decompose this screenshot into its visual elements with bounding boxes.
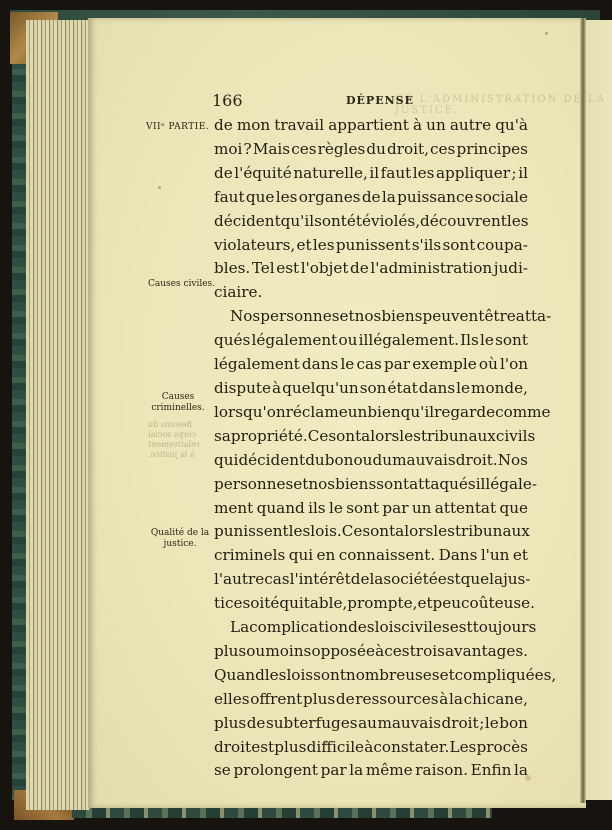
text-line: criminels qui en connaissent. Dans l'un et (214, 546, 528, 565)
side-note-causes-criminelles: Causes criminelles. (151, 392, 205, 413)
faint-side-note: Besoins du corps social relativement à la justice. (148, 420, 200, 459)
side-note-causes-civiles: Causes civiles. (148, 279, 216, 289)
text-line: se prolongent par la même raison. Enfin la (214, 761, 528, 780)
text-line: qués légalement ou illégalement. Ils le sont (214, 331, 528, 350)
text-line: droit est plus difficile à constater. Les procès (214, 737, 528, 756)
page-gutter (580, 18, 586, 803)
text-line: de l'équité naturelle, il faut les appliquer ; il (214, 163, 528, 182)
text-line: violateurs, et les punissent s'ils sont coupa- (214, 235, 528, 254)
paper-speck (545, 32, 548, 35)
text-line: dispute à quelqu'un son état dans le monde, (214, 378, 528, 397)
text-line: punissent les lois. Ce sont alors les tribunaux (214, 522, 530, 541)
text-line: La complication des lois civiles est toujours (230, 618, 537, 637)
page-stack-edges (26, 20, 90, 810)
facing-page-edge (586, 20, 612, 800)
body-text (214, 114, 557, 783)
text-line: légalement dans le cas par exemple où l'on (214, 355, 528, 374)
text-line: qui décident du bon ou du mauvais droit. Nos (214, 450, 528, 469)
text-line: plus ou moins opposée à ces trois avantages. (214, 641, 528, 660)
text-line: plus de subterfuges au mauvais droit ; le bon (214, 713, 528, 732)
text-line: décident qu'ils ont été violés, découvrent les (214, 211, 529, 230)
running-head: DÉPENSE (346, 94, 414, 107)
text-line: ciaire. (214, 283, 263, 302)
text-line: elles offrent plus de ressources à la chicane, (214, 689, 528, 708)
text-line: personnes et nos biens sont attaqués illégale- (214, 474, 538, 493)
bleed-through-running-head: DE L'ADMINISTRATION DE LA JUSTICE. (395, 94, 606, 116)
text-line: de mon travail appartient à un autre qu'à (214, 116, 528, 134)
text-line: Quand les lois sont nombreuses et compliquées, (214, 665, 557, 684)
text-line: tice soit équitable, prompte, et peu coûteuse. (214, 594, 535, 613)
paper-speck (325, 740, 327, 746)
text-line: ment quand ils le sont par un attentat que (214, 498, 528, 517)
text-line: Nos personnes et nos biens peuvent être atta- (230, 307, 552, 326)
text-line: faut que les organes de la puissance sociale (214, 187, 528, 206)
text-line: moi ? Mais ces règles du droit, ces principes (214, 139, 528, 158)
page-number: 166 (212, 91, 243, 110)
paper-speck (525, 775, 531, 781)
part-label: VIIᵉ PARTIE. (146, 122, 210, 132)
text-line: lorsqu'on réclame un bien qu'il regarde comme (214, 402, 551, 421)
side-note-qualite-justice: Qualité de la justice. (150, 528, 210, 549)
paper-speck (158, 186, 161, 189)
text-line: bles. Tel est l'objet de l'administration judi- (214, 259, 528, 278)
text-line: sa propriété. Ce sont alors les tribunaux civils (214, 426, 536, 445)
text-line: l'autre cas l'intérêt de la société est que la jus- (214, 570, 531, 589)
